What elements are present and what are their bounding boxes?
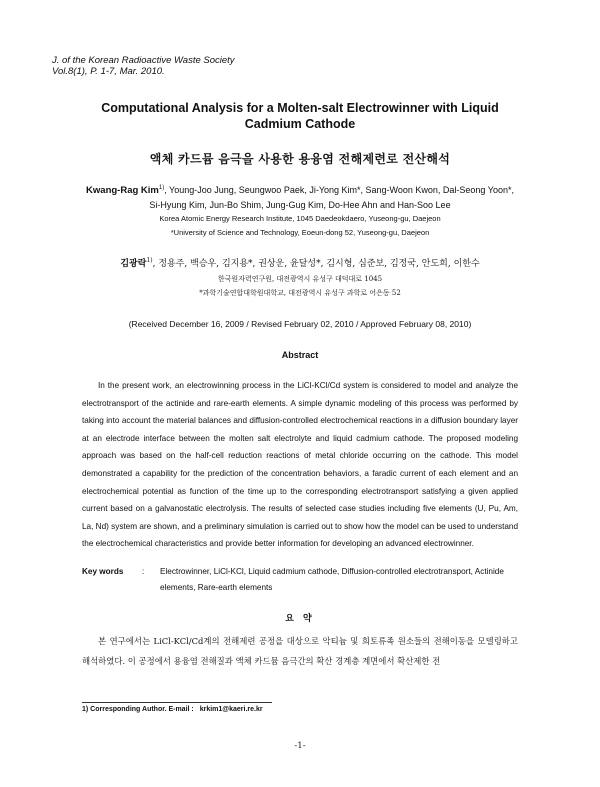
korean-summary-heading: 요 약 — [285, 614, 315, 624]
lead-author: Kwang-Rag Kim — [86, 185, 159, 196]
korean-summary-text: 본 연구에서는 LiCl-KCl/Cd계의 전해제련 공정을 대상으로 악티늄 및 희토류족 원소들의 전해이동을 모델링하고 해석하였다. 이 공정에서 용융염 전해질과 액체 카드뮴 음극간의 확산 경계층 계면에서 확산제한 전 — [82, 636, 518, 666]
page-number: -1- — [294, 741, 306, 751]
english-title-line-1: Computational Analysis for a Molten-salt Electrowinner with Liquid — [101, 101, 499, 115]
english-title — [0, 100, 600, 132]
abstract-heading: Abstract — [281, 350, 319, 360]
keywords-label: Key words — [82, 567, 124, 576]
corresponding-author-footnote — [82, 706, 263, 713]
affiliation-1: Korea Atomic Energy Research Institute, 1045 Daedeokdaero, Yuseong-gu, Daejeon — [159, 214, 441, 223]
journal-volume: Vol.8(1), P. 1-7, Mar. 2010. — [52, 66, 165, 77]
affiliation-2: *University of Science and Technology, Eoeun-dong 52, Yuseong-gu, Daejeon — [170, 228, 430, 237]
korean-affiliation-2: *과학기술연합대학원대학교, 대전광역시 유성구 과학로 어은동 52 — [199, 289, 401, 297]
lead-author-footnote-mark: 1) — [158, 185, 165, 191]
english-authors — [60, 181, 540, 240]
korean-authors — [60, 253, 540, 300]
keywords — [82, 564, 518, 596]
keywords-text: Electrowinner, LiCl-KCl, Liquid cadmium cathode, Diffusion-controlled electrotransport, Actinide elements, Rare-earth elements — [160, 567, 504, 592]
journal-citation — [52, 55, 235, 77]
korean-summary-body — [82, 631, 518, 671]
author-line-2: Si-Hyung Kim, Jun-Bo Shim, Jung-Gug Kim, Do-Hee Ahn and Han-Soo Lee — [149, 200, 451, 210]
korean-title: 액체 카드뮴 음극을 사용한 용융염 전해제련로 전산해석 — [149, 152, 451, 166]
korean-affiliation-1: 한국원자력연구원, 대전광역시 유성구 대덕대로 1045 — [217, 275, 383, 283]
korean-author-line — [60, 253, 540, 272]
korean-lead-author: 김광락 — [120, 259, 147, 269]
abstract-body — [82, 377, 518, 553]
english-title-line-2: Cadmium Cathode — [244, 117, 356, 131]
journal-name: J. of the Korean Radioactive Waste Society — [52, 55, 235, 66]
footnote-label: 1) Corresponding Author. E-mail : — [82, 706, 194, 713]
footnote-email: krkim1@kaeri.re.kr — [199, 706, 263, 713]
korean-lead-author-footnote-mark: 1) — [146, 257, 153, 264]
received-dates: (Received December 16, 2009 / Revised February 02, 2010 / Approved February 08, 2010) — [128, 319, 472, 329]
author-line-1 — [60, 181, 540, 198]
coauthors-line-1: , Young-Joo Jung, Seungwoo Paek, Ji-Yong Kim*, Sang-Woon Kwon, Dal-Seong Yoon*, — [164, 185, 514, 195]
korean-coauthors: , 정용주, 백승우, 김지용*, 권상운, 윤달성*, 김시형, 심준보, 김정국, 안도희, 이한수 — [152, 259, 480, 269]
keywords-colon: : — [142, 567, 145, 576]
abstract-text: In the present work, an electrowinning process in the LiCl-KCl/Cd system is considered to model and analyze the electrotransport of the actinide and rare-earth elements. A simple dynamic modeling of this process was performed by taking into account the material balances and diffusion-controlled electrochemical reactions in a diffusion boundary layer at an electrode interface between the molten salt electrolyte and liquid cadmium cathode. The proposed modeling approach was based on the half-cell reduction reactions of metal chloride occurring on the cathode. This model demonstrated a capability for the prediction of the concentration behaviors, a faradic current of each element and an electrochemical potential as function of the time up to the corresponding electrotransport satisfying a given applied current based on a galvanostatic electrolysis. The results of selected case studies including five elements (U, Pu, Am, La, Nd) system are shown, and a preliminary simulation is carried out to show how the model can be used to understand the electrochemical characteristics and provide better information for developing an advanced electrowinner. — [82, 381, 518, 549]
footnote-divider — [82, 702, 272, 703]
